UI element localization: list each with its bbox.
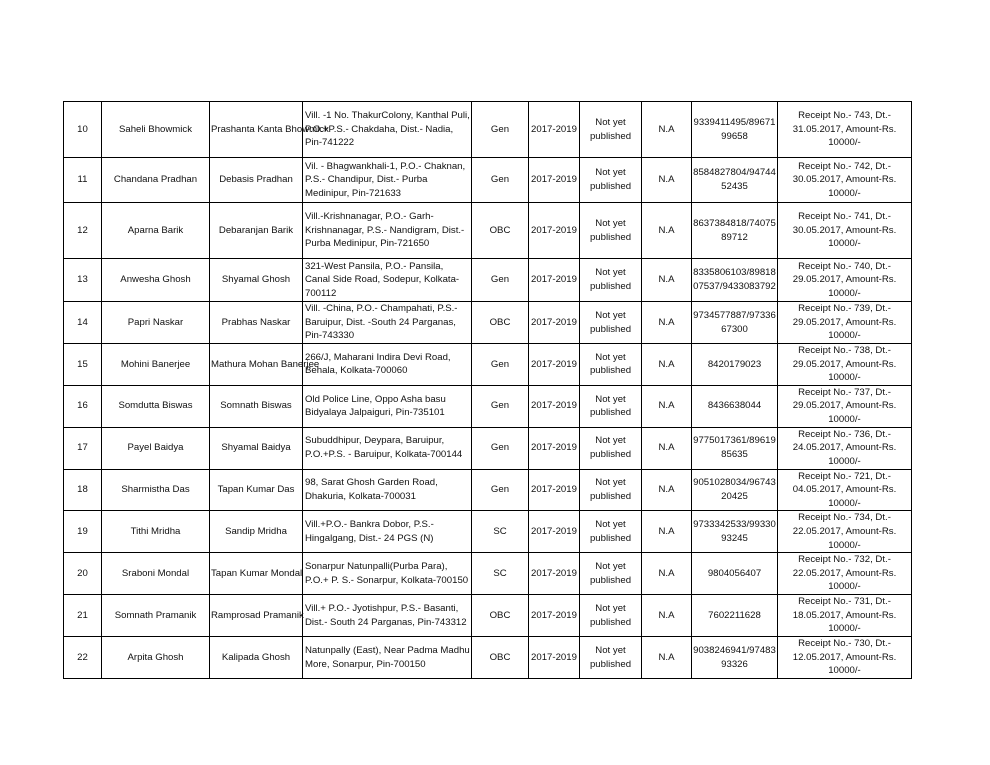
cell-serial: 13	[64, 259, 102, 302]
cell-category: Gen	[472, 427, 529, 469]
cell-result: Not yet published	[580, 511, 642, 553]
cell-student-name: Sharmistha Das	[102, 469, 210, 511]
cell-category: Gen	[472, 344, 529, 386]
cell-address: Subuddhipur, Deypara, Baruipur, P.O.+P.S. - Baruipur, Kolkata-700144	[303, 427, 472, 469]
table-row	[64, 344, 912, 386]
cell-address: Vill. -1 No. ThakurColony, Kanthal Puli, P.O.+P.S.- Chakdaha, Dist.- Nadia, Pin-741222	[303, 102, 472, 158]
table-row	[64, 637, 912, 679]
cell-guardian-name	[210, 511, 303, 553]
cell-guardian-name	[210, 259, 303, 302]
cell-category: OBC	[472, 595, 529, 637]
cell-phone	[692, 595, 778, 637]
cell-phone	[692, 511, 778, 553]
cell-marks: N.A	[642, 427, 692, 469]
cell-guardian-name-text: Tapan Kumar Mondal	[211, 567, 303, 579]
cell-category: Gen	[472, 158, 529, 203]
cell-receipt: Receipt No.- 739, Dt.- 29.05.2017, Amount-Rs. 10000/-	[778, 302, 912, 344]
cell-guardian-name-text: Prashanta Kanta Bhowmick	[211, 123, 329, 135]
cell-phone-text: 9804056407	[707, 567, 762, 579]
cell-serial: 10	[64, 102, 102, 158]
cell-serial: 19	[64, 511, 102, 553]
cell-guardian-name	[210, 385, 303, 427]
cell-category: OBC	[472, 302, 529, 344]
cell-student-name: Papri Naskar	[102, 302, 210, 344]
cell-student-name: Arpita Ghosh	[102, 637, 210, 679]
cell-phone-text: 8436638044	[707, 400, 762, 412]
cell-category: SC	[472, 511, 529, 553]
cell-phone	[692, 427, 778, 469]
cell-address: Vill. -China, P.O.- Champahati, P.S.- Baruipur, Dist. -South 24 Parganas, Pin-743330	[303, 302, 472, 344]
cell-session: 2017-2019	[529, 344, 580, 386]
cell-result: Not yet published	[580, 158, 642, 203]
cell-student-name: Somnath Pramanik	[102, 595, 210, 637]
cell-marks: N.A	[642, 344, 692, 386]
cell-student-name: Aparna Barik	[102, 203, 210, 259]
cell-serial: 22	[64, 637, 102, 679]
student-records-table	[63, 101, 912, 679]
cell-session: 2017-2019	[529, 469, 580, 511]
cell-marks: N.A	[642, 511, 692, 553]
cell-phone-text: 9775017361/8961985635	[693, 435, 776, 461]
cell-session: 2017-2019	[529, 102, 580, 158]
cell-guardian-name	[210, 427, 303, 469]
cell-student-name: Sraboni Mondal	[102, 553, 210, 595]
cell-serial: 11	[64, 158, 102, 203]
cell-session: 2017-2019	[529, 427, 580, 469]
cell-guardian-name	[210, 469, 303, 511]
cell-phone	[692, 553, 778, 595]
cell-guardian-name	[210, 553, 303, 595]
cell-student-name: Tithi Mridha	[102, 511, 210, 553]
table-row	[64, 469, 912, 511]
cell-address: Vill.-Krishnanagar, P.O.- Garh-Krishnanagar, P.S.- Nandigram, Dist.- Purba Medinipur, Pin-721650	[303, 203, 472, 259]
cell-receipt: Receipt No.- 738, Dt.- 29.05.2017, Amount-Rs. 10000/-	[778, 344, 912, 386]
cell-category: Gen	[472, 259, 529, 302]
cell-result: Not yet published	[580, 385, 642, 427]
cell-session: 2017-2019	[529, 637, 580, 679]
cell-guardian-name	[210, 637, 303, 679]
cell-phone-text: 9733342533/9933093245	[693, 519, 776, 544]
table-row	[64, 553, 912, 595]
cell-phone-text: 7602211628	[708, 609, 761, 621]
cell-phone-text: 8637384818/7407589712	[693, 217, 776, 243]
cell-marks: N.A	[642, 203, 692, 259]
table-row	[64, 102, 912, 158]
cell-result: Not yet published	[580, 553, 642, 595]
cell-student-name: Payel Baidya	[102, 427, 210, 469]
cell-phone-text: 8420179023	[707, 358, 762, 370]
table-row	[64, 427, 912, 469]
cell-guardian-name-text: Kalipada Ghosh	[221, 651, 291, 663]
cell-category: OBC	[472, 203, 529, 259]
cell-student-name: Chandana Pradhan	[102, 158, 210, 203]
cell-receipt: Receipt No.- 736, Dt.- 24.05.2017, Amount-Rs. 10000/-	[778, 427, 912, 469]
cell-phone	[692, 344, 778, 386]
cell-receipt: Receipt No.- 740, Dt.- 29.05.2017, Amount-Rs. 10000/-	[778, 259, 912, 302]
cell-guardian-name-text: Mathura Mohan Banerjee	[211, 358, 320, 370]
cell-address: Vill.+P.O.- Bankra Dobor, P.S.- Hingalgang, Dist.- 24 PGS (N)	[303, 511, 472, 553]
cell-category: OBC	[472, 637, 529, 679]
cell-guardian-name	[210, 344, 320, 386]
cell-phone-text: 9734577887/9733667300	[693, 309, 776, 335]
table-row	[64, 595, 912, 637]
cell-receipt: Receipt No.- 741, Dt.- 30.05.2017, Amount-Rs. 10000/-	[778, 203, 912, 259]
cell-receipt: Receipt No.- 743, Dt.- 31.05.2017, Amount-Rs. 10000/-	[778, 102, 912, 158]
cell-phone	[692, 259, 778, 302]
cell-phone	[692, 158, 778, 203]
cell-session: 2017-2019	[529, 259, 580, 302]
cell-guardian-name-text: Shyamal Baidya	[221, 442, 291, 454]
cell-marks: N.A	[642, 385, 692, 427]
cell-result: Not yet published	[580, 102, 642, 158]
cell-serial: 18	[64, 469, 102, 511]
cell-category: Gen	[472, 469, 529, 511]
cell-address: 266/J, Maharani Indira Devi Road, Behala, Kolkata-700060	[303, 344, 472, 386]
cell-marks: N.A	[642, 102, 692, 158]
cell-address: Old Police Line, Oppo Asha basu Bidyalaya Jalpaiguri, Pin-735101	[303, 385, 472, 427]
cell-session: 2017-2019	[529, 158, 580, 203]
cell-receipt: Receipt No.- 732, Dt.- 22.05.2017, Amount-Rs. 10000/-	[778, 553, 912, 595]
cell-address: Vill.+ P.O.- Jyotishpur, P.S.- Basanti, Dist.- South 24 Parganas, Pin-743312	[303, 595, 472, 637]
cell-phone	[692, 102, 778, 158]
cell-marks: N.A	[642, 302, 692, 344]
cell-phone-text: 9038246941/9748393326	[693, 645, 776, 670]
cell-category: Gen	[472, 102, 529, 158]
cell-student-name: Mohini Banerjee	[102, 344, 210, 386]
cell-result: Not yet published	[580, 427, 642, 469]
cell-address: Sonarpur Natunpalli(Purba Para), P.O.+ P. S.- Sonarpur, Kolkata-700150	[303, 553, 472, 595]
cell-guardian-name	[210, 203, 303, 259]
cell-address: 321-West Pansila, P.O.- Pansila, Canal Side Road, Sodepur, Kolkata-700112	[303, 259, 472, 302]
cell-guardian-name	[210, 595, 303, 637]
cell-phone	[692, 203, 778, 259]
cell-address: Vil. - Bhagwankhali-1, P.O.- Chaknan, P.S.- Chandipur, Dist.- Purba Medinipur, Pin-721633	[303, 158, 472, 203]
cell-guardian-name-text: Shyamal Ghosh	[221, 274, 291, 286]
cell-phone-text: 9051028034/9674320425	[693, 477, 776, 502]
cell-address: 98, Sarat Ghosh Garden Road, Dhakuria, Kolkata-700031	[303, 469, 472, 511]
table-row	[64, 259, 912, 302]
cell-marks: N.A	[642, 158, 692, 203]
cell-category: SC	[472, 553, 529, 595]
cell-phone	[692, 469, 778, 511]
cell-result: Not yet published	[580, 469, 642, 511]
cell-result: Not yet published	[580, 203, 642, 259]
cell-guardian-name	[210, 302, 303, 344]
cell-result: Not yet published	[580, 595, 642, 637]
cell-receipt: Receipt No.- 737, Dt.- 29.05.2017, Amount-Rs. 10000/-	[778, 385, 912, 427]
cell-receipt: Receipt No.- 742, Dt.- 30.05.2017, Amount-Rs. 10000/-	[778, 158, 912, 203]
table-row	[64, 511, 912, 553]
table-body	[64, 102, 912, 679]
cell-result: Not yet published	[580, 259, 642, 302]
cell-receipt: Receipt No.- 721, Dt.- 04.05.2017, Amount-Rs. 10000/-	[778, 469, 912, 511]
cell-guardian-name-text: Ramprosad Pramanik	[211, 609, 304, 621]
cell-result: Not yet published	[580, 637, 642, 679]
cell-phone-text: 8584827804/9474452435	[693, 167, 776, 192]
cell-phone	[692, 385, 778, 427]
table-row	[64, 385, 912, 427]
cell-serial: 12	[64, 203, 102, 259]
cell-marks: N.A	[642, 595, 692, 637]
cell-guardian-name-text: Sandip Mridha	[225, 525, 287, 537]
cell-serial: 17	[64, 427, 102, 469]
cell-phone-text: 8335806103/8981807537/9433083792	[693, 267, 776, 292]
cell-serial: 21	[64, 595, 102, 637]
cell-session: 2017-2019	[529, 302, 580, 344]
cell-guardian-name	[210, 102, 329, 158]
cell-marks: N.A	[642, 553, 692, 595]
cell-guardian-name-text: Tapan Kumar Das	[217, 484, 295, 496]
cell-phone	[692, 302, 778, 344]
cell-guardian-name	[210, 158, 303, 203]
cell-receipt: Receipt No.- 731, Dt.- 18.05.2017, Amount-Rs. 10000/-	[778, 595, 912, 637]
cell-marks: N.A	[642, 469, 692, 511]
cell-student-name: Saheli Bhowmick	[102, 102, 210, 158]
cell-category: Gen	[472, 385, 529, 427]
cell-receipt: Receipt No.- 730, Dt.- 12.05.2017, Amount-Rs. 10000/-	[778, 637, 912, 679]
cell-session: 2017-2019	[529, 553, 580, 595]
cell-receipt: Receipt No.- 734, Dt.- 22.05.2017, Amount-Rs. 10000/-	[778, 511, 912, 553]
cell-marks: N.A	[642, 637, 692, 679]
cell-student-name: Somdutta Biswas	[102, 385, 210, 427]
cell-result: Not yet published	[580, 344, 642, 386]
cell-guardian-name-text: Prabhas Naskar	[221, 316, 291, 328]
cell-session: 2017-2019	[529, 203, 580, 259]
cell-session: 2017-2019	[529, 385, 580, 427]
cell-serial: 16	[64, 385, 102, 427]
cell-address: Natunpally (East), Near Padma Madhu More, Sonarpur, Pin-700150	[303, 637, 472, 679]
cell-session: 2017-2019	[529, 511, 580, 553]
table-row	[64, 158, 912, 203]
cell-phone-text: 9339411495/8967199658	[693, 116, 776, 142]
table-row	[64, 302, 912, 344]
cell-guardian-name-text: Debaranjan Barik	[218, 224, 294, 236]
cell-serial: 14	[64, 302, 102, 344]
cell-student-name: Anwesha Ghosh	[102, 259, 210, 302]
table-row	[64, 203, 912, 259]
cell-serial: 20	[64, 553, 102, 595]
cell-serial: 15	[64, 344, 102, 386]
cell-guardian-name-text: Somnath Biswas	[220, 400, 292, 412]
cell-guardian-name-text: Debasis Pradhan	[219, 174, 293, 186]
cell-phone	[692, 637, 778, 679]
cell-marks: N.A	[642, 259, 692, 302]
cell-session: 2017-2019	[529, 595, 580, 637]
cell-result: Not yet published	[580, 302, 642, 344]
